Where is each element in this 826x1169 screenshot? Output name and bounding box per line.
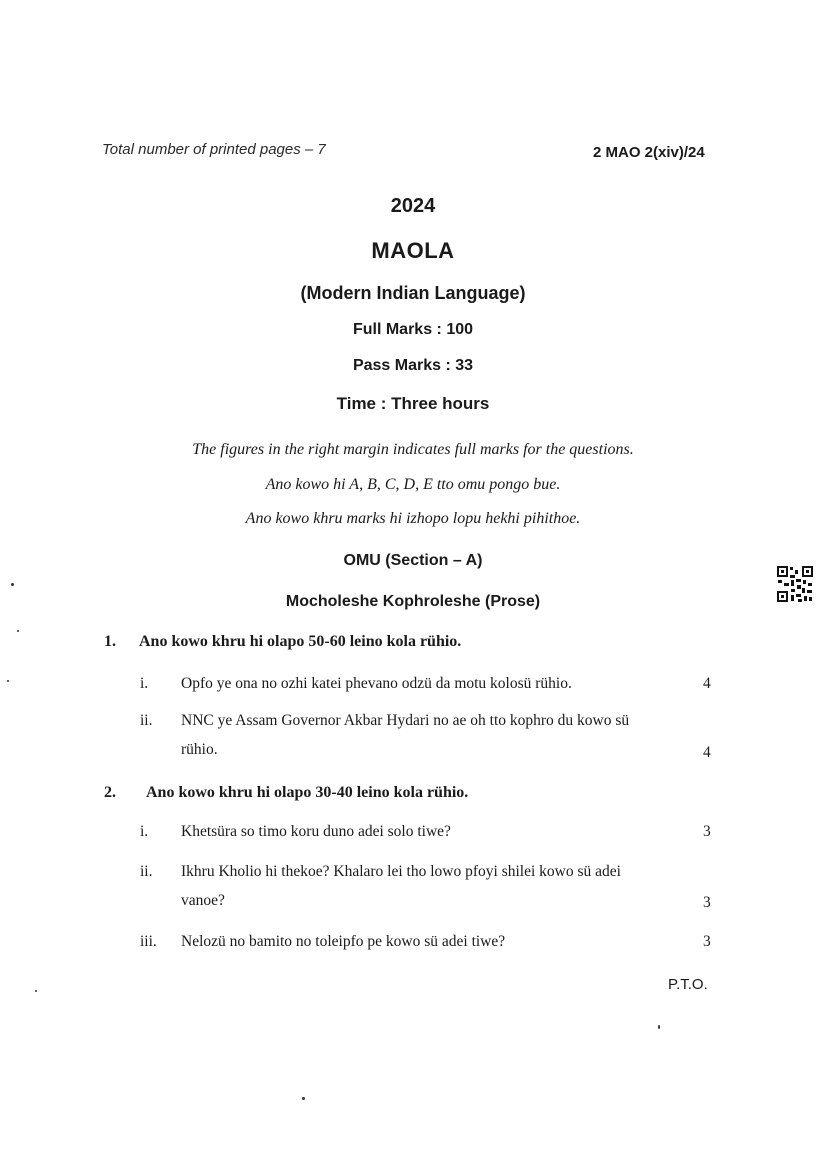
part-number: ii.: [140, 863, 153, 880]
subject-category: (Modern Indian Language): [300, 283, 526, 303]
instruction-line: Ano kowo khru marks hi izhopo lopu hekhi pihithoe.: [245, 510, 581, 527]
scan-speck: [7, 680, 9, 682]
scan-speck: [658, 1025, 660, 1029]
subject-title: MAOLA: [371, 238, 455, 263]
scan-speck: [11, 583, 14, 586]
question-text: Ano kowo khru hi olapo 50-60 leino kola rühio.: [139, 633, 462, 650]
part-text: Nelozü no bamito no toleipfo pe kowo sü adei tiwe?: [181, 933, 506, 950]
part-marks: 3: [703, 933, 711, 950]
question-number: 1.: [104, 633, 116, 650]
part-text-continued: vanoe?: [181, 892, 225, 909]
scan-speck: [17, 630, 19, 632]
section-label: OMU (Section – A): [343, 552, 483, 569]
paper-code: 2 MAO 2(xiv)/24: [593, 144, 705, 161]
instruction-line: The figures in the right margin indicates full marks for the questions.: [192, 441, 634, 458]
question-number: 2.: [104, 784, 116, 801]
part-marks: 3: [703, 823, 711, 840]
qr-code-icon: [776, 565, 814, 603]
part-marks: 4: [703, 675, 711, 692]
part-text: NNC ye Assam Governor Akbar Hydari no ae oh tto kophro du kowo sü: [181, 712, 630, 729]
part-number: iii.: [140, 933, 157, 950]
part-number: ii.: [140, 712, 153, 729]
pass-marks: Pass Marks : 33: [352, 357, 474, 374]
part-text: Khetsüra so timo koru duno adei solo tiwe?: [181, 823, 451, 840]
time-allowed: Time : Three hours: [336, 394, 490, 413]
scan-speck: [302, 1097, 305, 1100]
part-marks: 4: [703, 744, 711, 761]
printed-pages-note: Total number of printed pages – 7: [102, 141, 326, 158]
question-text: Ano kowo khru hi olapo 30-40 leino kola rühio.: [146, 784, 469, 801]
part-text-continued: rühio.: [181, 741, 218, 758]
part-number: i.: [140, 675, 149, 692]
please-turn-over: P.T.O.: [668, 976, 708, 993]
part-text: Ikhru Kholio hi thekoe? Khalaro lei tho lowo pfoyi shilei kowo sü adei: [181, 863, 621, 880]
instruction-line: Ano kowo hi A, B, C, D, E tto omu pongo bue.: [265, 476, 561, 493]
part-marks: 3: [703, 894, 711, 911]
part-text: Opfo ye ona no ozhi katei phevano odzü da motu kolosü rühio.: [181, 675, 572, 692]
section-title: Mocholeshe Kophroleshe (Prose): [285, 593, 541, 610]
full-marks: Full Marks : 100: [352, 321, 474, 338]
scan-speck: [35, 990, 37, 992]
exam-year: 2024: [390, 195, 436, 217]
part-number: i.: [140, 823, 149, 840]
